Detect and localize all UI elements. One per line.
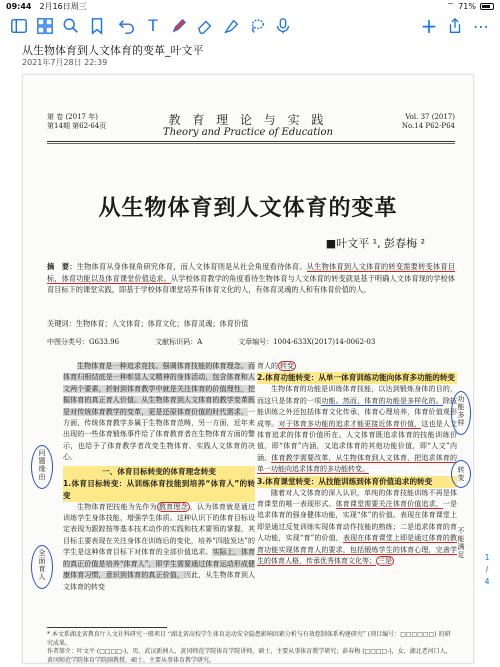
microphone-button[interactable] — [270, 14, 296, 38]
grid-icon — [36, 17, 54, 35]
abstract-label: 摘 要： — [47, 262, 77, 271]
margin-note-1: 问题缘由 — [38, 449, 46, 481]
paragraph-intro — [63, 361, 255, 464]
function-text-a: 生物体育的功能是训练体育技能，以达到锻炼身体的目的，而这只是体育的一项 — [257, 385, 457, 405]
journal-vol-en: Vol. 37 (2017) — [405, 113, 455, 121]
margin-note-4: 转变 — [457, 466, 465, 482]
page-indicator[interactable] — [479, 552, 495, 588]
classroom-text-a: 随着对人文体育的深入认识，单纯的体育技能训练不再是体育课堂的唯一表现形式。 — [257, 488, 457, 509]
note-title[interactable]: 从生物体育到人文体育的变革_叶文平 — [22, 44, 204, 57]
battery-percent: 71% — [458, 1, 476, 11]
paragraph-function — [257, 384, 457, 475]
page-current: 1 — [484, 553, 490, 562]
plus-icon: + — [420, 14, 438, 38]
intro-text: 生物体育是一种追求竞技、强调体育技能的体育理念。而体育归根结底是一种彰显人文精神的身体活动，包含体育和人文两个要素，折射到体育教学中就是关注体育的价值理性，挖掘体育的真正育人价值。从生物体育到人文体育的教学变革既是对传统体育教学的变革，更是还原体育价值的时代需求。 — [63, 362, 255, 416]
subsection-heading-3: 3.体育课堂转变：从技能训练到体育价值追求的转变 — [257, 476, 457, 488]
highlighter-tool-button[interactable] — [218, 14, 244, 38]
abstract-text-3: 从学校体育教学的角度看待生物体育与人文体育的转变就是基于明确人文体育现的学校体育目标下的课堂实践，即基于学校体育课堂培养有体育文化的人，有体育灵魂的人和有体育价值的人。 — [47, 273, 455, 295]
text-icon: T — [147, 16, 159, 35]
abstract-text-2: 从生物体育到人文体育的转变需要转变体育目标，体育功能以及体育课堂价值追求。 — [47, 262, 455, 283]
share-icon — [446, 17, 464, 35]
paragraph-goal — [63, 502, 255, 593]
section-heading-1: 一、体育目标转变的体育理念转变 — [63, 466, 255, 478]
abstract — [47, 261, 455, 296]
journal-volume-line: 第 卷 (2017 年) — [47, 113, 98, 121]
footnote-rule — [47, 627, 167, 628]
subsection-heading-2: 2.体育功能转变：从单一体育训练功能向体育多功能的转变 — [257, 373, 456, 383]
more-icon: ⋯ — [473, 16, 489, 36]
document-code: 文献标识码：A — [155, 338, 203, 346]
header-rule — [47, 141, 455, 142]
goal-text-c: 实际上，体育的真正价值是培养“体育人”，即学生需要通过体育运动形成健康体育习惯，意识到体育的真正价值， — [63, 548, 256, 580]
classroom-text-circled: 三是 — [378, 557, 392, 566]
grid-view-button[interactable] — [32, 14, 58, 38]
status-bar — [0, 0, 500, 12]
note-date: 2021年7月28日 22:39 — [22, 58, 108, 67]
function-text-d: 体育教学需要改革，从生物体育到人文体育，把追求体育的单一功能向追求体育的多功能转变。 — [257, 453, 457, 474]
pen-icon — [170, 17, 188, 35]
undo-icon — [118, 17, 136, 35]
eraser-tool-button[interactable] — [192, 14, 218, 38]
article-number: 文章编号：1004-633X(2017)14-0062-03 — [238, 338, 376, 346]
journal-no-en: No.14 P62-P64 — [401, 122, 455, 130]
bookmark-icon — [88, 17, 106, 35]
margin-note-3: 功能多样 — [457, 395, 465, 427]
share-button[interactable] — [442, 14, 468, 38]
function-text-underlined-2: 对于体育多功能的追求才能更接近体育价值， — [278, 419, 422, 428]
paragraph-classroom — [257, 488, 457, 568]
header-rule-thin — [47, 143, 455, 144]
paragraph-continuation — [257, 361, 457, 372]
journal-volume-right — [402, 113, 455, 131]
status-right — [447, 1, 494, 11]
search-icon — [62, 17, 80, 35]
goal-text-circled: 教育理念 — [158, 502, 188, 511]
more-button[interactable] — [468, 14, 494, 38]
body-column-left — [63, 361, 255, 593]
footnote — [47, 631, 455, 664]
cont-text-circled: 转变 — [280, 362, 294, 370]
sidebar-icon — [10, 17, 28, 35]
microphone-icon — [274, 17, 292, 35]
classroom-text-c: 表现在体育课堂上即是通过体育的教育功能实现体育育人的要求，包括锻炼学生的体育心理，完善学生的体育人格，传承优秀体育文化等； — [257, 534, 457, 566]
article-authors: ■叶文平 ¹, 彭春梅 ² — [325, 237, 425, 250]
keywords: 关键词：生物体育；人文体育；体育文化；体育灵魂；体育价值 — [47, 319, 249, 328]
margin-note-5: 不能满足 — [457, 527, 465, 559]
goal-text-d: 因此，从生物体育到人文体育的转变 — [63, 571, 256, 591]
toolbar-right — [416, 14, 494, 38]
abstract-text-1: 生物体育从身体视角研究体育，而人文体育则是从社会角度看待体育。 — [76, 262, 307, 271]
lasso-icon — [248, 17, 266, 35]
pdf-page[interactable] — [22, 74, 474, 664]
journal-name-cn: 教 育 理 论 与 实 践 — [168, 113, 328, 127]
lasso-tool-button[interactable] — [244, 14, 270, 38]
function-text-c: 这也是人文体育追求的体育价值所在。人文体育既追求体育的技能训练价值，即“体育”内涵，又追求体育的其他功能价值，即“人文”内涵。 — [257, 419, 458, 462]
function-text-underlined: 功能。然而，体育的功能是多样化的。 — [321, 396, 443, 405]
classroom-text-underlined: 体育课堂需要关注体育价值追求， — [335, 500, 443, 509]
sidebar-toggle-button[interactable] — [6, 14, 32, 38]
battery-icon — [480, 3, 494, 10]
eraser-icon — [196, 17, 214, 35]
status-time: 09:44 — [6, 1, 32, 11]
article-meta — [47, 337, 455, 347]
pen-tool-button[interactable] — [166, 14, 192, 38]
status-date: 2月16日周三 — [39, 1, 87, 11]
journal-issue-line: 第14期 第62-64页 — [47, 122, 107, 130]
goal-text-a: 生物体育把技能为先作为 — [77, 502, 157, 511]
margin-note-2: 全面育人 — [38, 549, 46, 581]
cont-text: 育人的 — [257, 362, 278, 370]
page-divider: / — [485, 565, 489, 574]
page-total: 4 — [484, 577, 490, 586]
notes-toolbar — [0, 12, 500, 40]
text-tool-button[interactable] — [140, 14, 166, 38]
undo-button[interactable] — [114, 14, 140, 38]
footnote-funding: * 本文系湖北省教育厅人文社科研究一般项目 “湖北省高校学生体育运动安全隐患影响因素分析与有效控制体系构建研究” (项目编号：□□□□□□) 的研究成果。 — [47, 631, 451, 647]
add-page-button[interactable] — [416, 14, 442, 38]
classroom-text-b: 一是追求体育的强身健体功能，实现“体”的价值。表现在体育课堂上即是通过反复训练实现体育动作技能的熟练；二是追求体育的育人功能，实现“育”的价值， — [257, 500, 458, 543]
function-text-b: 除技能训练之外还包括体育文化传承，体育心理培养，体育价值观形成等。 — [257, 396, 458, 428]
intro-text-2: 一方面，传统体育教学多属于生物体育范畴，另一方面，近年来出现的一些体育锻炼事件给了体育教育者在生物体育方面的警示，也给予了体育教学者改变生物体育、实践人文体育的决心。 — [63, 407, 255, 462]
article-title: 从生物体育到人文体育的变革 — [98, 196, 398, 221]
search-button[interactable] — [58, 14, 84, 38]
footnote-author-bio: 作者简介：叶文平 (□□□□-)，男，武汉新洲人，黄冈师范学院体育学院讲师，硕士，主要从事体育教学研究；彭春梅 (□□□□-)，女，湖北老河口人，黄冈师范学院体育学院副教授，硕士，主要从事体育教学研究。 — [47, 648, 452, 664]
wifi-icon: ⌔ — [446, 1, 455, 10]
bookmark-button[interactable] — [84, 14, 110, 38]
body-column-right — [257, 361, 457, 568]
classification-number: 中图分类号：G633.96 — [47, 338, 120, 346]
journal-name-en: Theory and Practice of Education — [163, 127, 333, 138]
subsection-heading-1: 1.体育目标转变：从训练体育技能到培养“体育人”的转变 — [63, 478, 255, 500]
highlighter-icon — [222, 17, 240, 35]
goal-text-b: ，认为体育就是通过训练学生身体技能，增强学生体质。这种认识下的体育目标设定表现为跟踪按等基本技术动作的实践和技术要领的掌握，其目标主要表现在关注身体在训练后的变化，培养“四肢发达”的学生是这种体育目标下对体育的全部价值追求。 — [63, 502, 256, 557]
